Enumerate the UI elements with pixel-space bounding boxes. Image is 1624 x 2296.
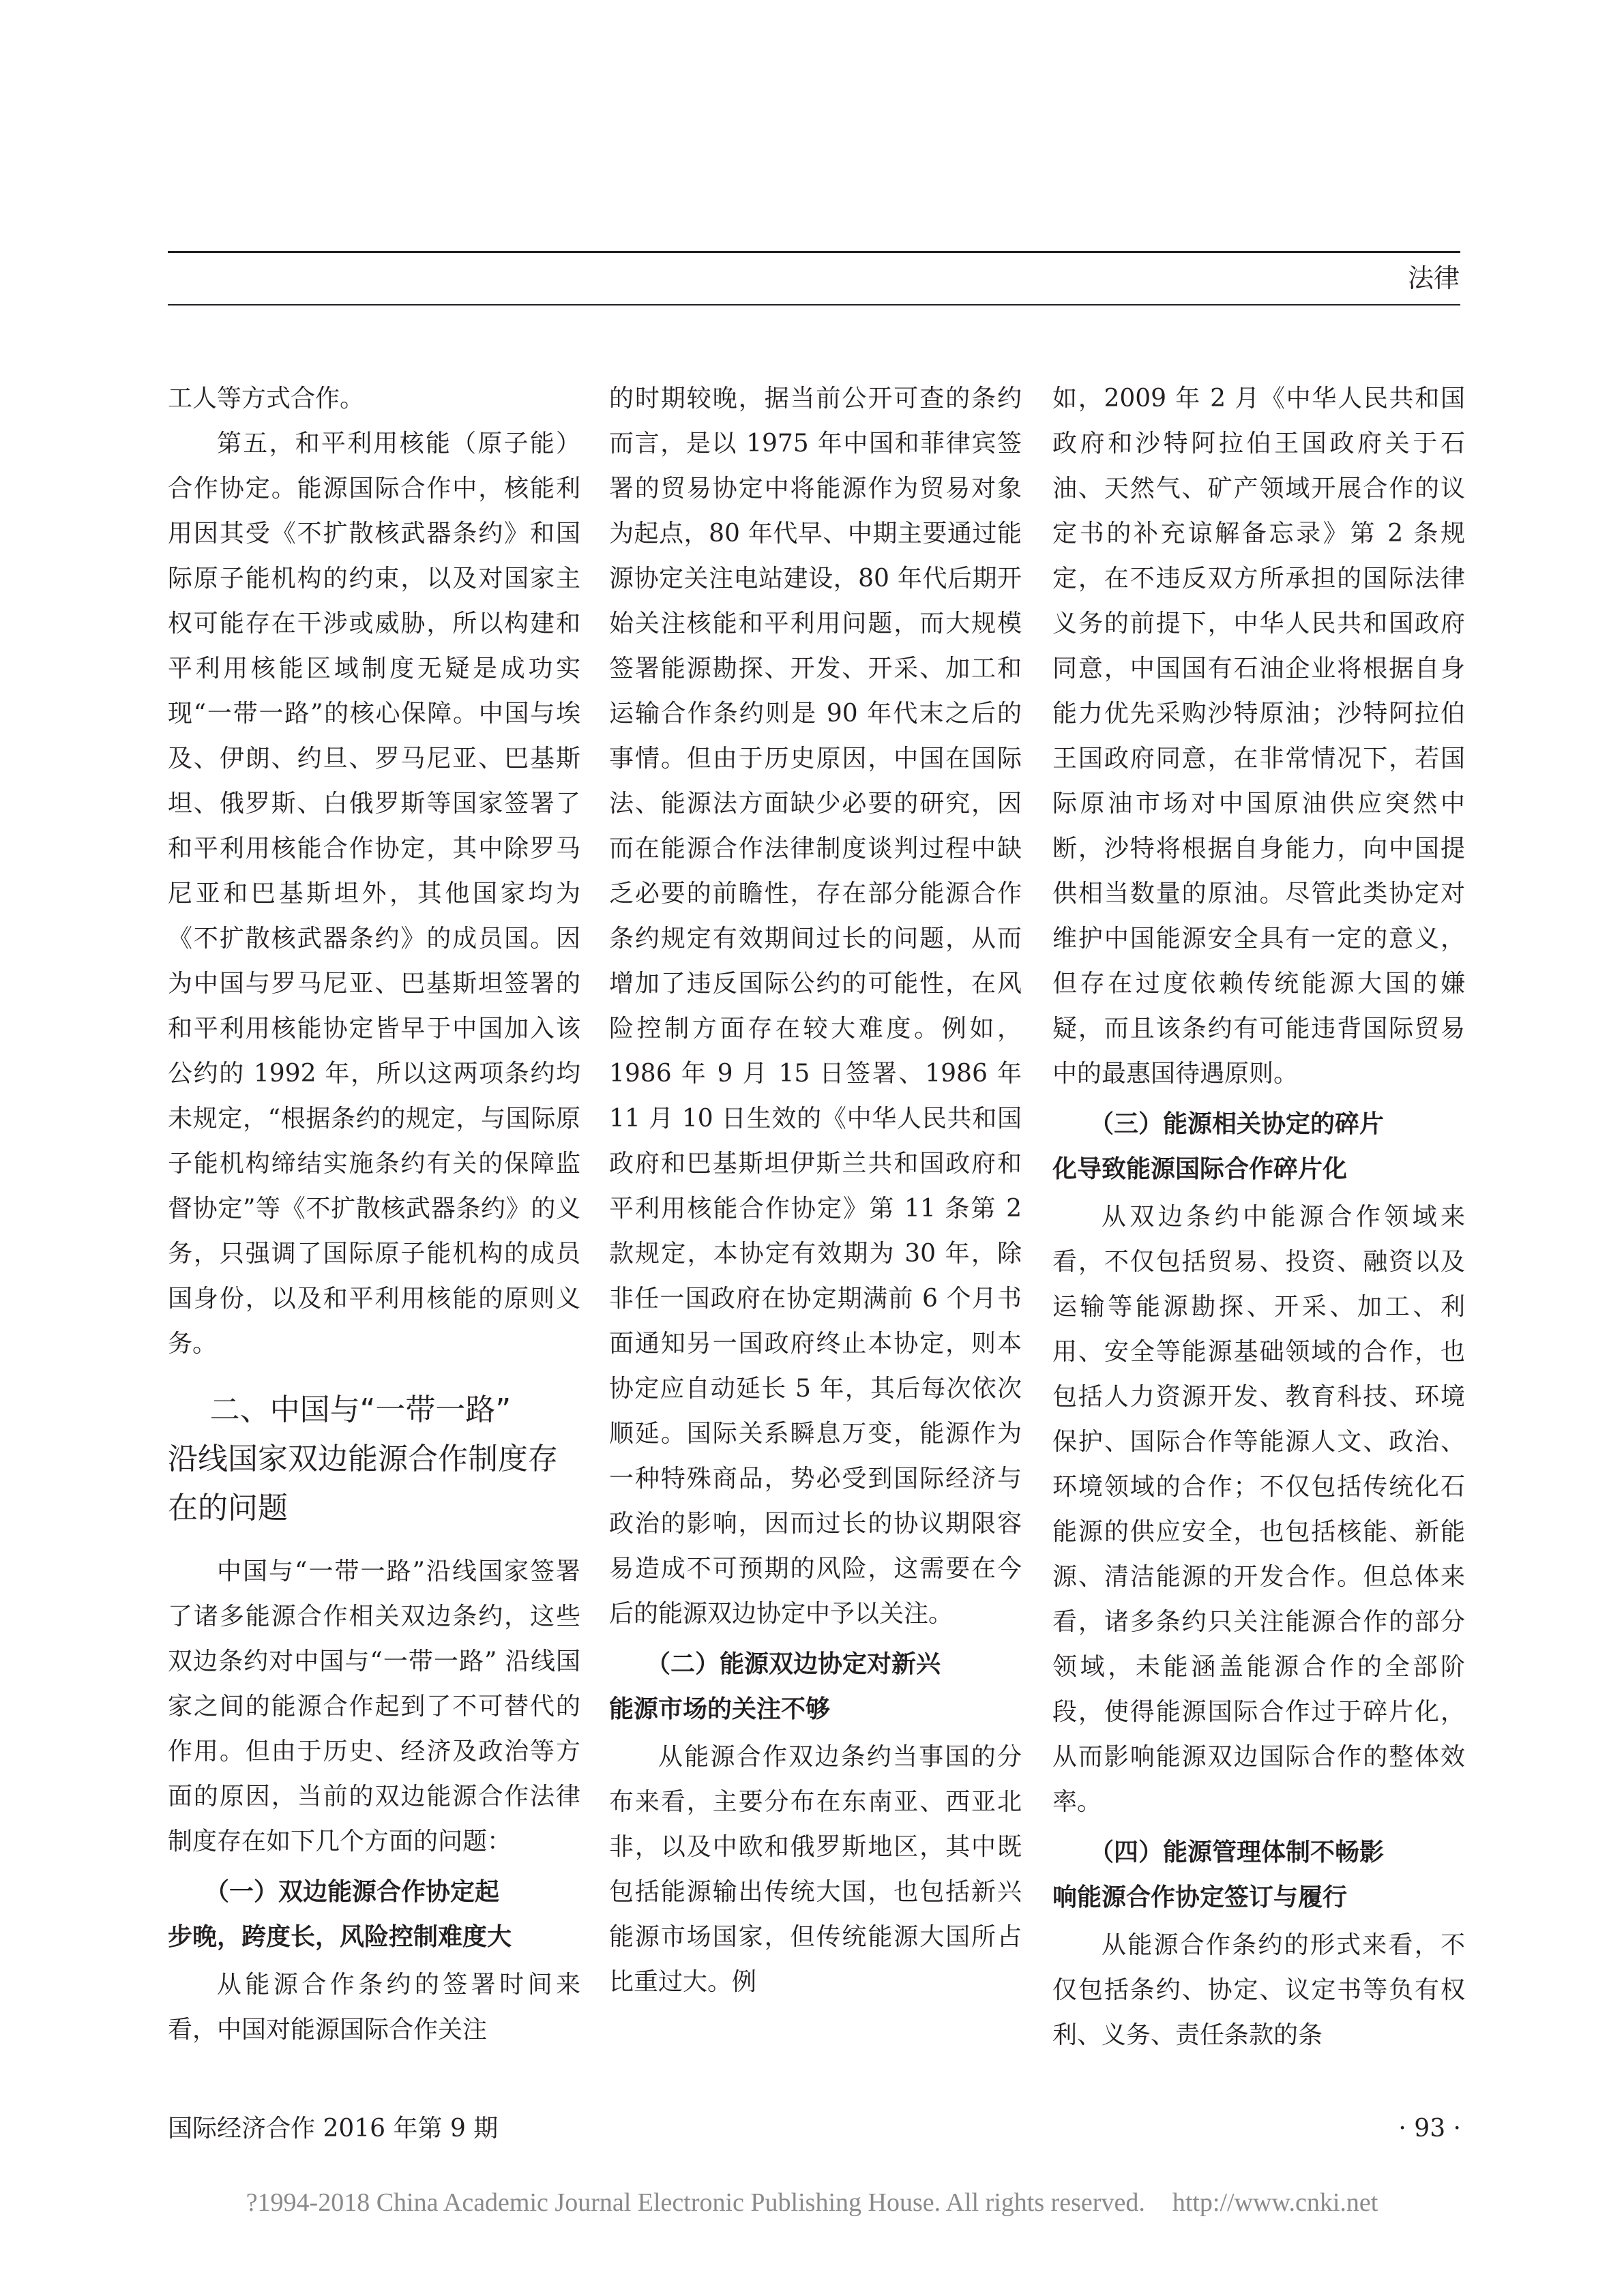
header-rule-top — [168, 251, 1460, 253]
subsection-heading — [168, 1870, 580, 1960]
subsection-heading-line1: （三）能源相关协定的碎片 — [1089, 1110, 1385, 1138]
column-3 — [1052, 376, 1465, 2058]
cnki-link[interactable]: http://www.cnki.net — [1172, 2188, 1378, 2217]
subsection-heading-line2: 步晚，跨度长，风险控制难度大 — [168, 1923, 512, 1951]
paragraph: 第五，和平利用核能（原子能）合作协定。能源国际合作中，核能利用因其受《不扩散核武器条约》和国际原子能机构的约束，以及对国家主权可能存在干涉或威胁，所以构建和平利用核能区域制度无疑是成功实现“一带一路”的核心保障。中国与埃及、伊朗、约旦、罗马尼亚、巴基斯坦、俄罗斯、白俄罗斯等国家签署了和平利用核能合作协定，其中除罗马尼亚和巴基斯坦外，其他国家均为《不扩散核武器条约》的成员国。因为中国与罗马尼亚、巴基斯坦签署的和平利用核能协定皆早于中国加入该公约的 1992 年，所以这两项条约均未规定，“根据条约的规定，与国际原子能机构缔结实施条约有关的保障监督协定”等《不扩散核武器条约》的义务，只强调了国际原子能机构的成员国身份，以及和平利用核能的原则义务。 — [168, 430, 580, 1358]
column-2 — [609, 376, 1022, 2005]
subsection-heading — [609, 1642, 1022, 1732]
journal-issue: 国际经济合作 2016 年第 9 期 — [168, 2115, 499, 2143]
paragraph: 从能源合作条约的形式来看，不仅包括条约、协定、议定书等负有权利、义务、责任条款的条 — [1052, 1931, 1465, 2049]
section-heading — [168, 1386, 580, 1533]
copyright-line — [0, 2186, 1624, 2220]
page-number: · 93 · — [1398, 2115, 1461, 2143]
paragraph: 从双边条约中能源合作领域来看，不仅包括贸易、投资、融资以及运输等能源勘探、开采、加工、利用、安全等能源基础领域的合作，也包括人力资源开发、教育科技、环境保护、国际合作等能源人文、政治、环境领域的合作；不仅包括传统化石能源的供应安全，也包括核能、新能源、清洁能源的开发合作。但总体来看，诸多条约只关注能源合作的部分领域，未能涵盖能源合作的全部阶段，使得能源国际合作过于碎片化，从而影响能源双边国际合作的整体效率。 — [1052, 1203, 1465, 1816]
paragraph: 的时期较晚，据当前公开可查的条约而言，是以 1975 年中国和菲律宾签署的贸易协定中将能源作为贸易对象为起点，80 年代早、中期主要通过能源协定关注电站建设，80 年代后期开始关注核能和平利用问题，而大规模签署能源勘探、开发、开采、加工和运输合作条约则是 90 年代末之后的事情。但由于历史原因，中国在国际法、能源法方面缺少必要的研究，因而在能源合作法律制度谈判过程中缺乏必要的前瞻性，存在部分能源合作条约规定有效期间过长的问题，从而增加了违反国际公约的可能性，在风险控制方面存在较大难度。例如，1986 年 9 月 15 日签署、1986 年 11 月 10 日生效的《中华人民共和国政府和巴基斯坦伊斯兰共和国政府和平利用核能合作协定》第 11 条第 2 款规定，本协定有效期为 30 年，除非任一国政府在协定期满前 6 个月书面通知另一国政府终止本协定，则本协定应自动延长 5 年，其后每次依次顺延。国际关系瞬息万变，能源作为一种特殊商品，势必受到国际经济与政治的影响，因而过长的协议期限容易造成不可预期的风险，这需要在今后的能源双边协定中予以关注。 — [609, 385, 1022, 1628]
copyright-text: ?1994-2018 China Academic Journal Electronic Publishing House. All rights reserved. — [246, 2188, 1145, 2217]
subsection-heading — [1052, 1102, 1465, 1192]
section-label: 法律 — [1407, 263, 1460, 293]
section-heading-line2: 沿线国家双边能源合作制度存在的问题 — [168, 1442, 558, 1525]
subsection-heading — [1052, 1830, 1465, 1920]
column-1 — [168, 376, 580, 2053]
paragraph: 从能源合作条约的签署时间来看，中国对能源国际合作关注 — [168, 1971, 580, 2044]
header-rule-bottom — [168, 304, 1460, 305]
subsection-heading-line2: 能源市场的关注不够 — [609, 1695, 831, 1723]
subsection-heading-line1: （二）能源双边协定对新兴 — [646, 1650, 941, 1678]
paragraph: 从能源合作双边条约当事国的分布来看，主要分布在东南亚、西亚北非，以及中欧和俄罗斯地区，其中既包括能源输出传统大国，也包括新兴能源市场国家，但传统能源大国所占比重过大。例 — [609, 1743, 1022, 1996]
paragraph: 中国与“一带一路”沿线国家签署了诸多能源合作相关双边条约，这些双边条约对中国与“一带一路” 沿线国家之间的能源合作起到了不可替代的作用。但由于历史、经济及政治等方面的原因，当前的双边能源合作法律制度存在如下几个方面的问题： — [168, 1557, 580, 1855]
section-heading-line1: 二、中国与“一带一路” — [209, 1392, 512, 1427]
subsection-heading-line2: 响能源合作协定签订与履行 — [1052, 1883, 1348, 1911]
subsection-heading-line2: 化导致能源国际合作碎片化 — [1052, 1155, 1348, 1183]
subsection-heading-line1: （一）双边能源合作协定起 — [205, 1878, 500, 1906]
subsection-heading-line1: （四）能源管理体制不畅影 — [1089, 1838, 1385, 1866]
paragraph: 如，2009 年 2 月《中华人民共和国政府和沙特阿拉伯王国政府关于石油、天然气、矿产领域开展合作的议定书的补充谅解备忘录》第 2 条规定，在不违反双方所承担的国际法律义务的前提下，中华人民共和国政府同意，中国国有石油企业将根据自身能力优先采购沙特原油；沙特阿拉伯王国政府同意，在非常情况下，若国际原油市场对中国原油供应突然中断，沙特将根据自身能力，向中国提供相当数量的原油。尽管此类协定对维护中国能源安全具有一定的意义，但存在过度依赖传统能源大国的嫌疑，而且该条约有可能违背国际贸易中的最惠国待遇原则。 — [1052, 385, 1465, 1088]
paragraph: 工人等方式合作。 — [168, 385, 365, 413]
